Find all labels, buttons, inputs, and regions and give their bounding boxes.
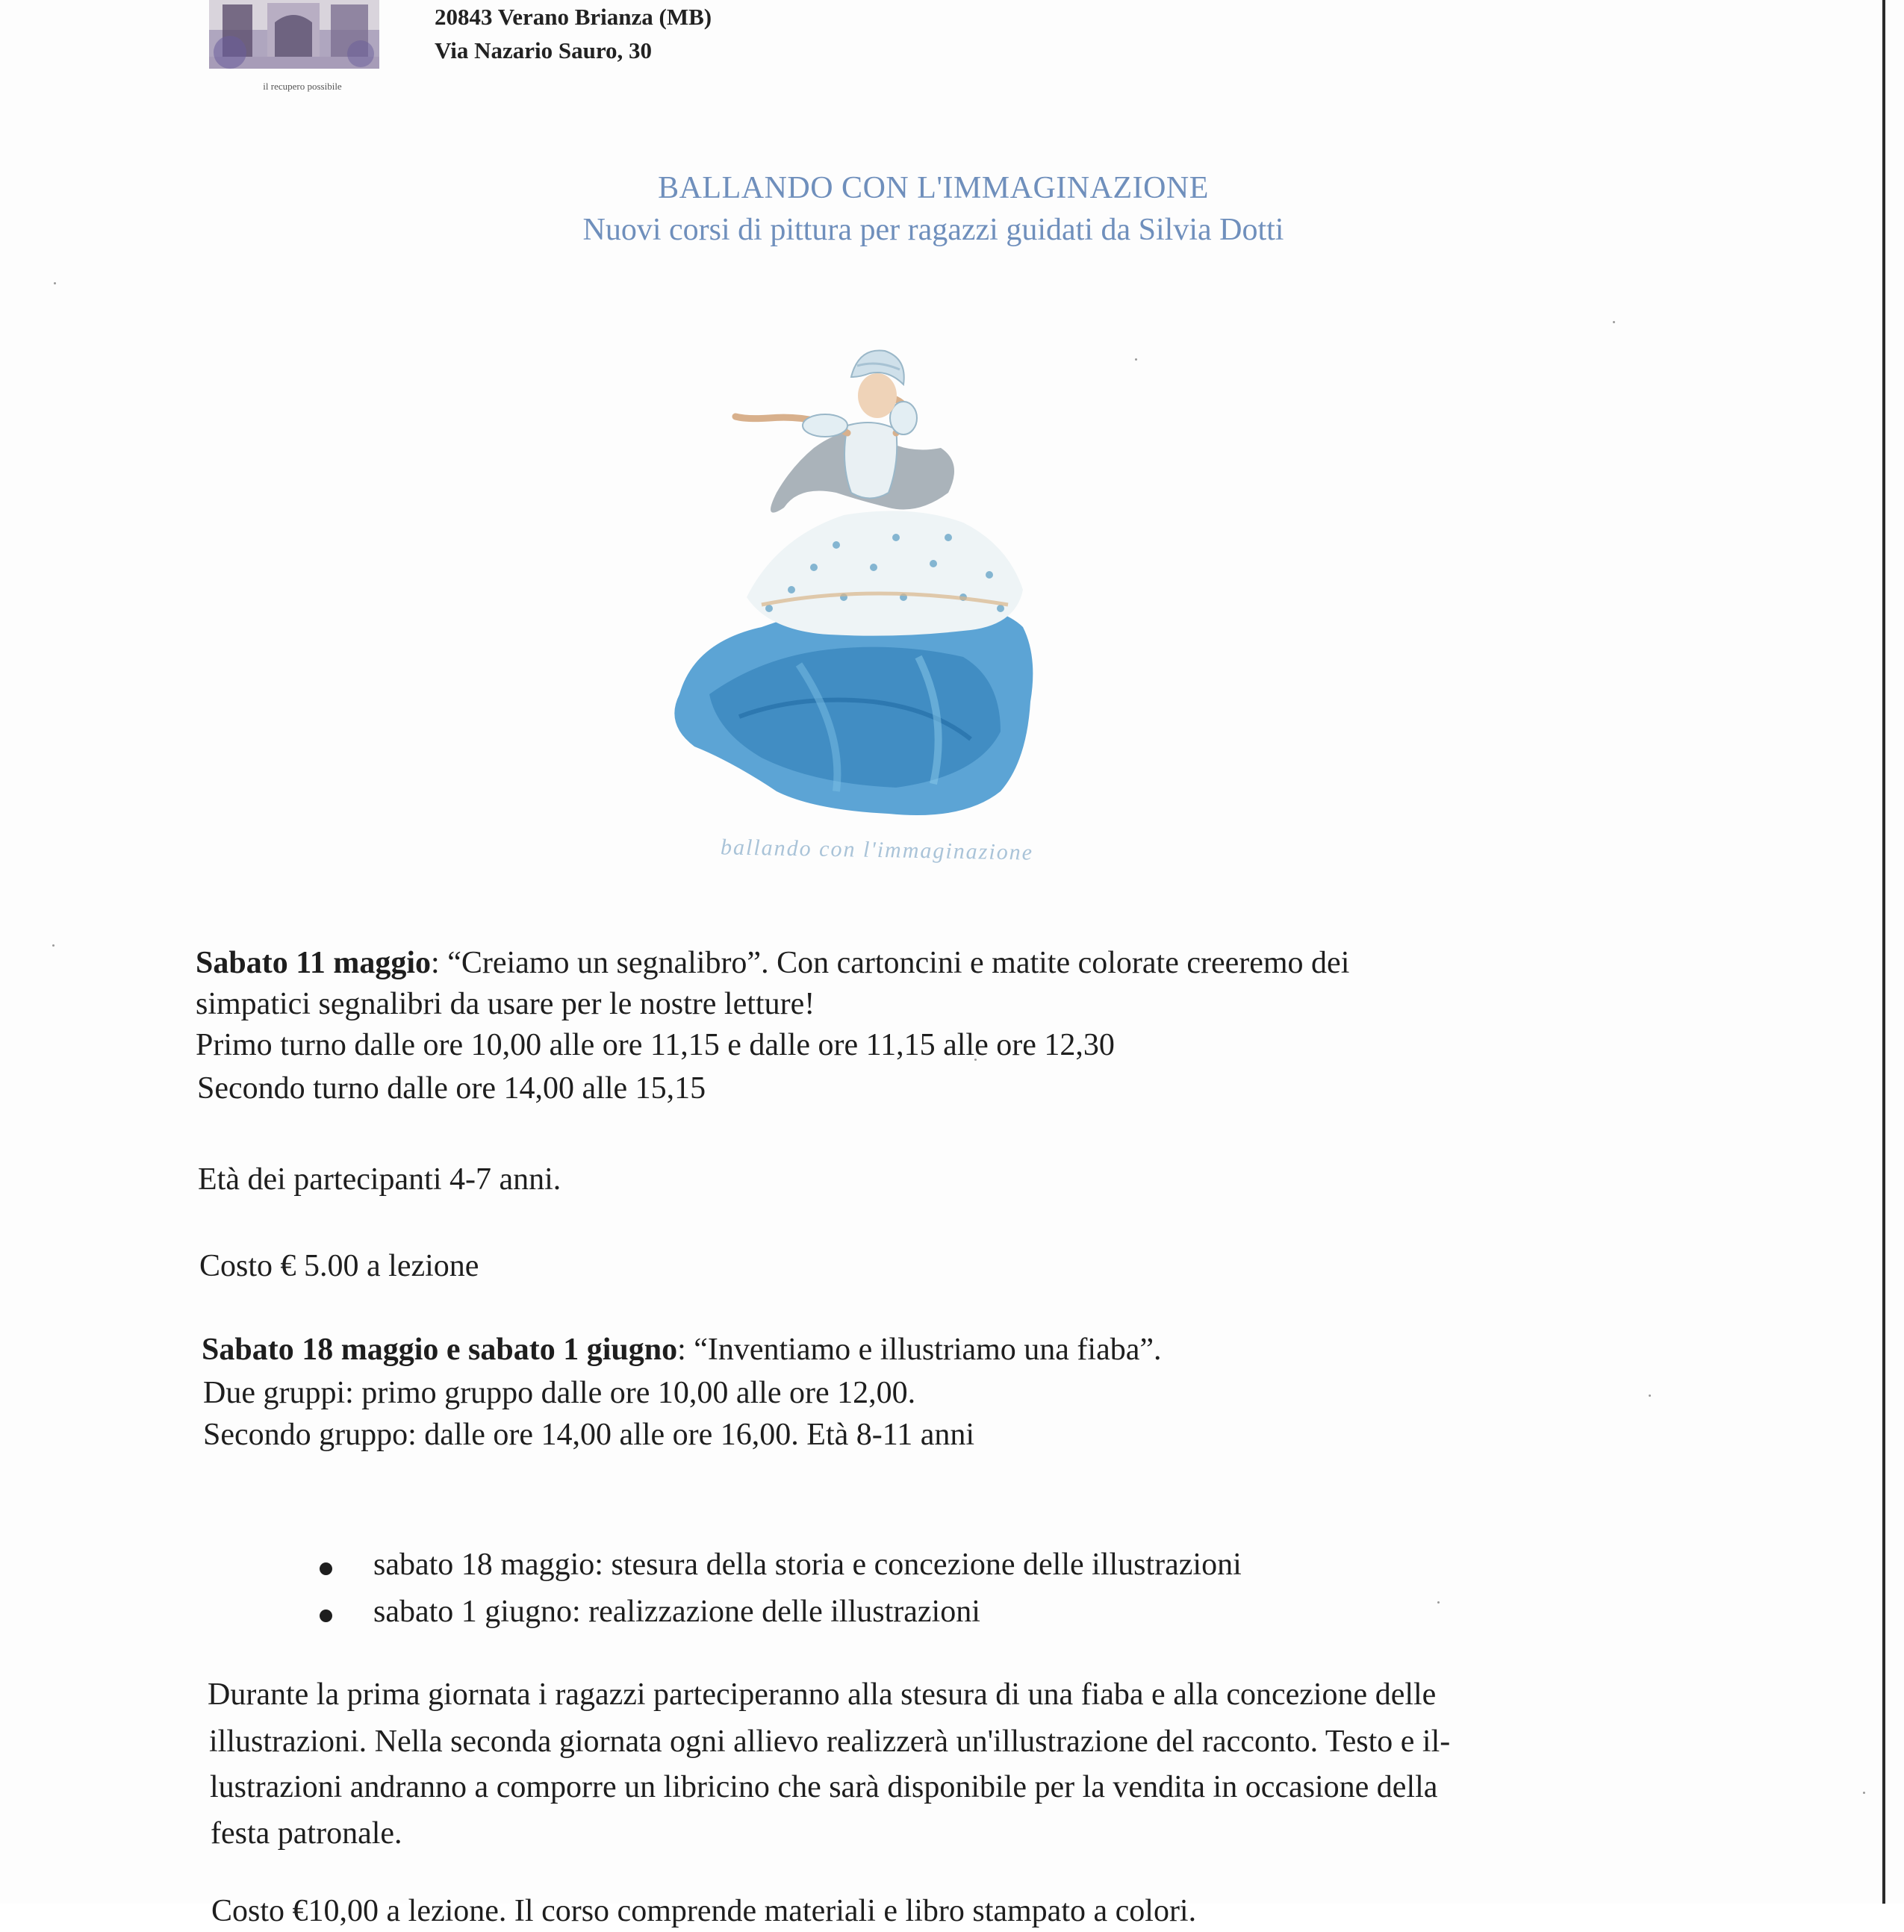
illustration-caption: ballando con l'immaginazione [720,835,1034,865]
course-1-age: Età dei partecipanti 4-7 anni. [198,1162,561,1197]
scan-speck [54,282,56,284]
course-1-second-shift: Secondo turno dalle ore 14,00 alle 15,15 [197,1071,706,1106]
course-1-title: : “Creiamo un segnalibro”. Con cartoncini e matite colorate creeremo dei [431,946,1350,980]
bullet-dot [320,1610,332,1622]
page-title: BALLANDO CON L'IMMAGINAZIONE [658,171,1209,205]
bullet-dot [320,1562,332,1575]
course-2-groups: Due gruppi: primo gruppo dalle ore 10,00 alle ore 12,00. [203,1376,916,1410]
bullet-item-1: sabato 18 maggio: stesura della storia e concezione delle illustrazioni [373,1548,1242,1582]
course-1-line-1 [196,942,1349,984]
description-line-1: Durante la prima giornata i ragazzi parteciperanno alla stesura di una fiaba e alla concezione delle [208,1677,1437,1712]
description-line-4: festa patronale. [211,1816,402,1851]
address-street: Via Nazario Sauro, 30 [435,37,653,63]
address-block [435,0,712,67]
bullet-item-2: sabato 1 giugno: realizzazione delle illustrazioni [373,1595,980,1629]
logo-caption: il recupero possibile [263,81,342,92]
scan-speck [1649,1395,1651,1397]
course-2-date: Sabato 18 maggio e sabato 1 giugno [202,1333,678,1367]
course-1-date: Sabato 11 maggio [196,946,432,980]
scan-speck [52,944,55,947]
page-subtitle: Nuovi corsi di pittura per ragazzi guidati da Silvia Dotti [582,213,1284,247]
scan-speck [1613,321,1615,323]
address-city: 20843 Verano Brianza (MB) [435,4,712,30]
course-2-cost-partial: Costo €10,00 a lezione. Il corso comprende materiali e libro stampato a colori. [211,1894,1197,1928]
scan-speck [1437,1601,1440,1604]
course-2-title: : “Inventiamo e illustriamo una fiaba”. [677,1333,1162,1367]
course-2-line-1 [202,1329,1162,1371]
course-1-cost: Costo € 5.00 a lezione [199,1249,479,1283]
course-2-second-group: Secondo gruppo: dalle ore 14,00 alle ore 16,00. Età 8-11 anni [203,1418,974,1452]
dancer-watercolor-illustration [650,343,1172,836]
description-line-3: lustrazioni andranno a comporre un libricino che sarà disponibile per la vendita in occasione della [210,1770,1438,1804]
description-line-2: illustrazioni. Nella seconda giornata ogni allievo realizzerà un'illustrazione del racconto. Testo e il- [209,1724,1451,1759]
scan-edge-line [1882,0,1885,1904]
scan-speck [1863,1792,1865,1794]
course-1-line-2: simpatici segnalibri da usare per le nostre letture! [196,987,815,1021]
course-1-first-shift: Primo turno dalle ore 10,00 alle ore 11,15 e dalle ore 11,15 alle ore 12,30 [196,1028,1115,1062]
